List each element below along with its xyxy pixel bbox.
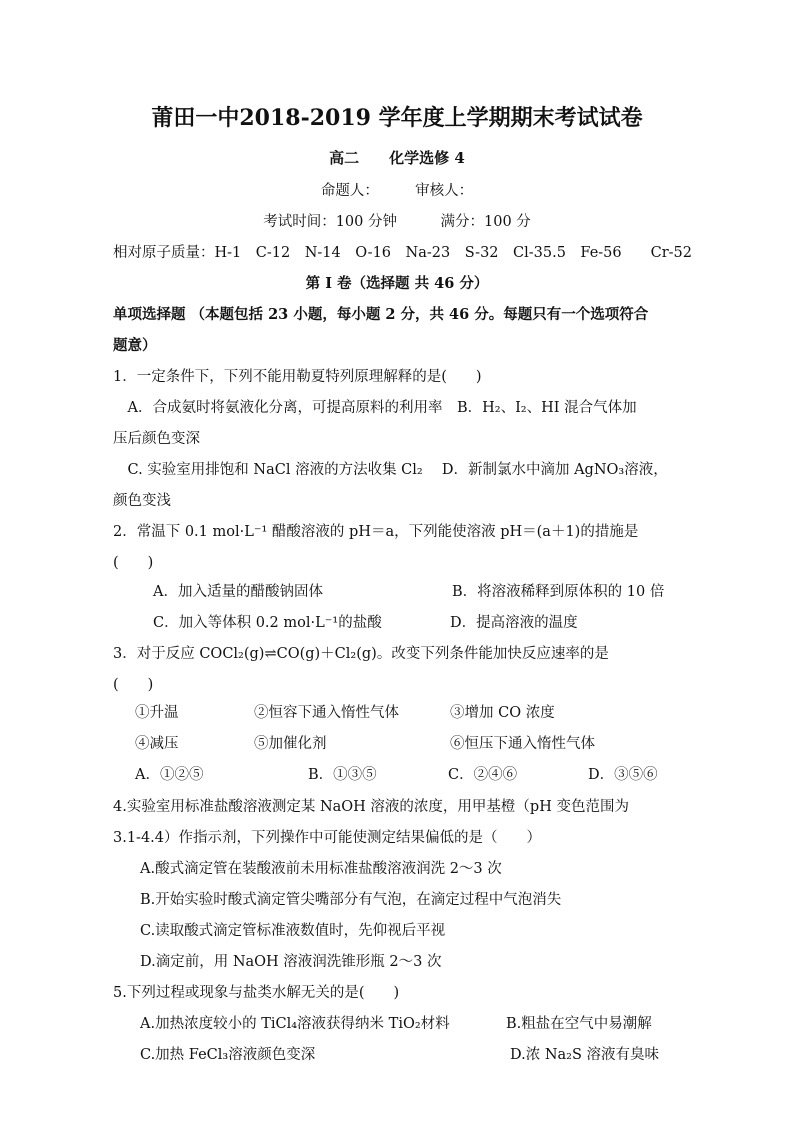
question-1-options-cd: C. 实验室用排饱和 NaCl 溶液的方法收集 Cl₂ D．新制氯水中滴加 AgNO₃溶液， (113, 462, 668, 478)
question-4-stem-cont: 3.1-4.4）作指示剂，下列操作中可能使测定结果偏低的是（ ） (113, 830, 542, 846)
question-3-option-c: C．②④⑥ (448, 767, 518, 783)
question-1-stem: 1．一定条件下，下列不能用勒夏特列原理解释的是( ) (113, 369, 482, 385)
question-3-condition-5: ⑤加催化剂 (254, 736, 327, 752)
atomic-masses-line: 相对原子质量：H-1 C-12 N-14 O-16 Na-23 S-32 Cl-35.5 Fe-56 Cr-52 (113, 245, 693, 261)
question-2-stem-cont: ( ) (113, 555, 154, 571)
question-3-condition-2: ②恒容下通入惰性气体 (254, 705, 399, 721)
question-4-stem: 4.实验室用标准盐酸溶液测定某 NaOH 溶液的浓度，用甲基橙（pH 变色范围为 (113, 799, 629, 815)
section-instructions-cont: 题意） (113, 337, 157, 354)
question-2-option-d: D．提高溶液的温度 (450, 615, 578, 631)
question-5-option-b: B.粗盐在空气中易潮解 (506, 1016, 652, 1032)
question-4-option-c: C.读取酸式滴定管标准液数值时，先仰视后平视 (140, 923, 446, 939)
question-1-option-d-cont: 颜色变浅 (113, 493, 171, 509)
question-2-option-b: B．将溶液稀释到原体积的 10 倍 (452, 584, 665, 600)
section-heading: 第 I 卷（选择题 共 46 分） (305, 275, 489, 292)
question-3-condition-6: ⑥恒压下通入惰性气体 (450, 736, 595, 752)
question-3-stem-cont: ( ) (113, 677, 154, 693)
question-4-option-d: D.滴定前，用 NaOH 溶液润洗锥形瓶 2～3 次 (140, 954, 442, 970)
question-4-option-b: B.开始实验时酸式滴定管尖嘴部分有气泡，在滴定过程中气泡消失 (140, 892, 562, 908)
exam-info-line: 考试时间：100 分钟 满分：100 分 (263, 214, 531, 230)
question-5-option-c: C.加热 FeCl₃溶液颜色变深 (140, 1047, 316, 1063)
course-subtitle: 高二 化学选修 4 (329, 149, 465, 167)
question-4-option-a: A.酸式滴定管在装酸液前未用标准盐酸溶液润洗 2～3 次 (140, 861, 502, 877)
authors-line: 命题人： 审核人： (320, 183, 474, 199)
question-1-options-ab: A．合成氨时将氨液化分离，可提高原料的利用率 B．H₂、I₂、HI 混合气体加 (113, 400, 637, 416)
question-3-option-a: A．①②⑤ (135, 767, 204, 783)
question-2-option-c: C．加入等体积 0.2 mol·L⁻¹的盐酸 (153, 615, 382, 631)
page-title: 莆田一中2018-2019 学年度上学期期末考试试卷 (151, 105, 643, 131)
question-3-condition-3: ③增加 CO 浓度 (450, 705, 555, 721)
question-5-option-d: D.浓 Na₂S 溶液有臭味 (510, 1047, 660, 1063)
question-2-stem: 2．常温下 0.1 mol·L⁻¹ 醋酸溶液的 pH＝a，下列能使溶液 pH＝(a＋1)的措施是 (113, 524, 639, 540)
question-1-option-b-cont: 压后颜色变深 (113, 431, 200, 447)
question-3-condition-4: ④减压 (135, 736, 179, 752)
question-5-stem: 5.下列过程或现象与盐类水解无关的是( ) (113, 985, 400, 1001)
question-3-option-d: D．③⑤⑥ (588, 767, 658, 783)
section-instructions: 单项选择题 （本题包括 23 小题，每小题 2 分，共 46 分。每题只有一个选项符合 (113, 306, 649, 323)
question-2-option-a: A．加入适量的醋酸钠固体 (153, 584, 323, 600)
question-3-condition-1: ①升温 (135, 705, 179, 721)
question-3-option-b: B．①③⑤ (308, 767, 377, 783)
question-3-stem: 3．对于反应 COCl₂(g)⇌CO(g)＋Cl₂(g)。改变下列条件能加快反应速率的是 (113, 646, 609, 662)
question-5-option-a: A.加热浓度较小的 TiCl₄溶液获得纳米 TiO₂材料 (140, 1016, 450, 1032)
